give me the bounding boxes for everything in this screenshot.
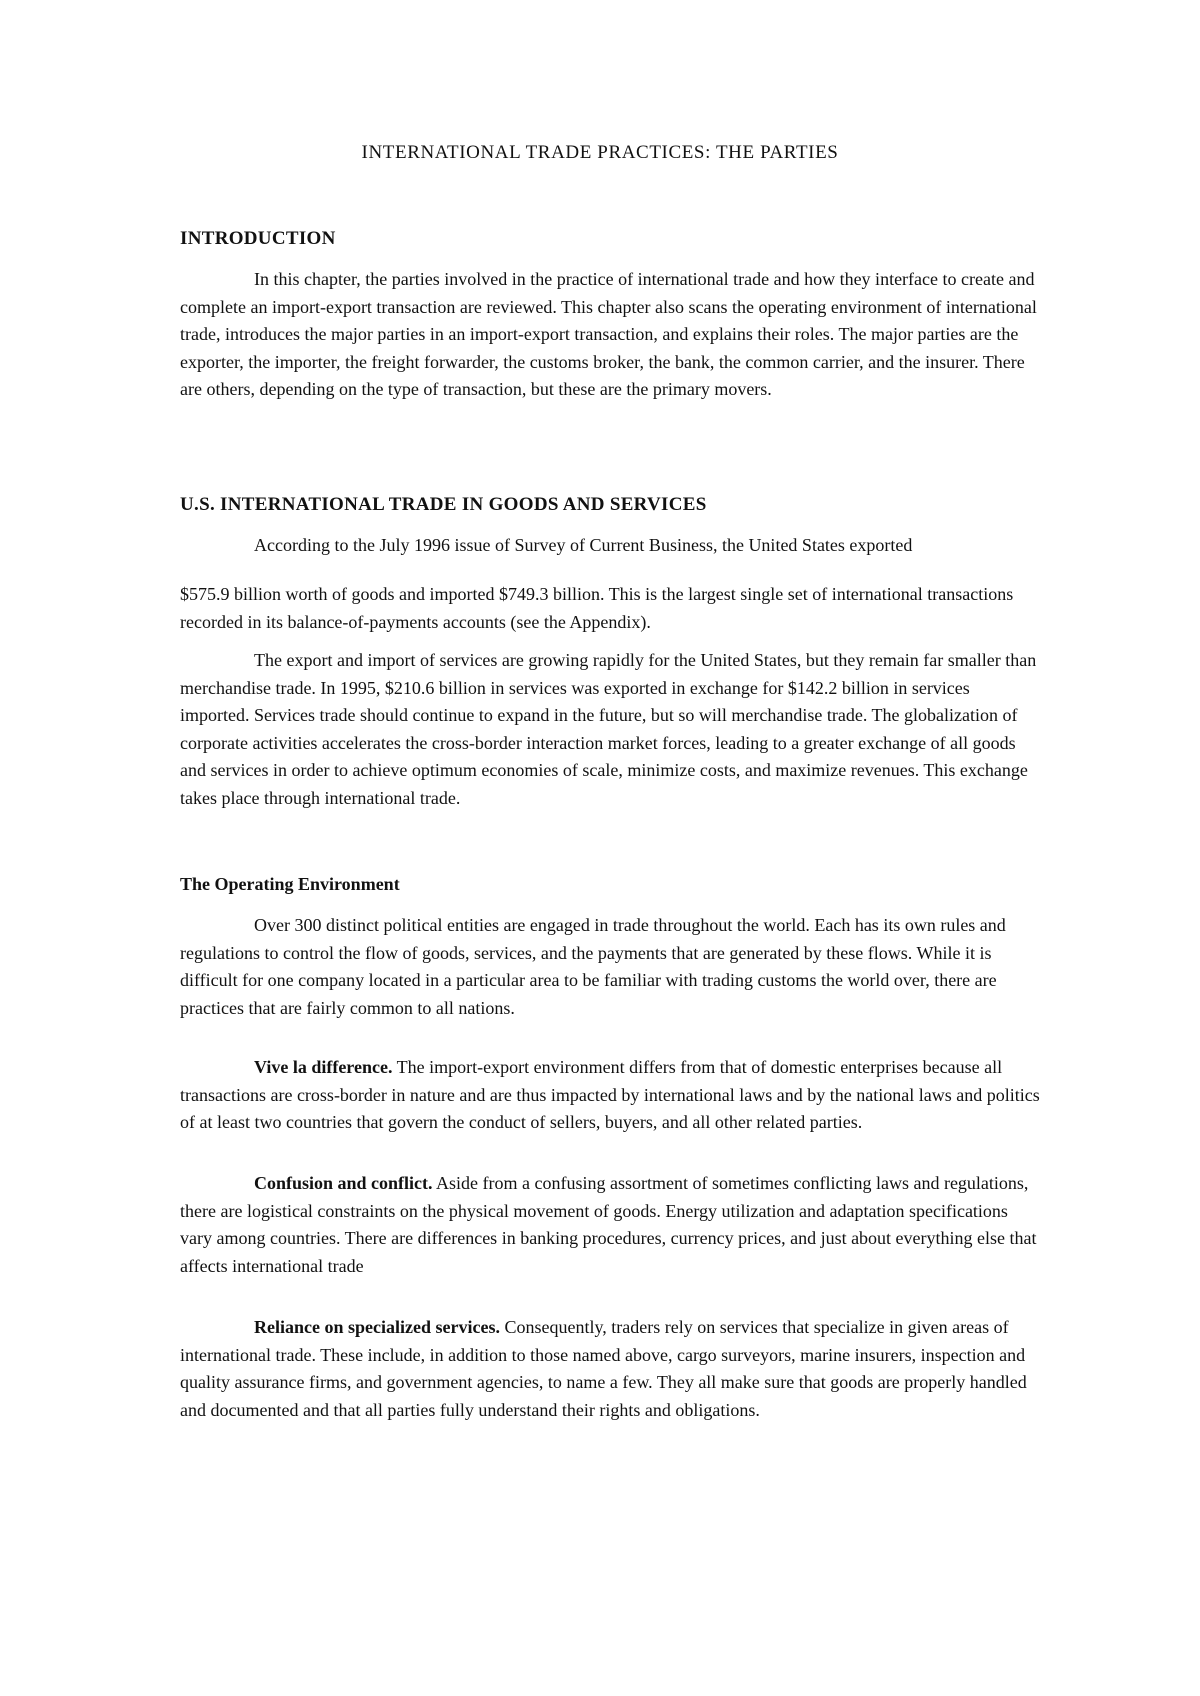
introduction-paragraph: In this chapter, the parties involved in the practice of international trade and how they interface to create and complete an import-export transaction are reviewed. This chapter also scans the operating environment of international trade, introduces the major parties in an import-export transaction, and explains their roles. The major parties are the exporter, the importer, the freight forwarder, the customs broker, the bank, the common carrier, and the insurer. There are others, depending on the type of transaction, but these are the primary movers. <box>180 269 1037 399</box>
us-trade-paragraph-1-rest: $575.9 billion worth of goods and imported $749.3 billion. This is the largest single set of international transactions recorded in its balance-of-payments accounts (see the Appendix). <box>180 584 1014 632</box>
us-trade-heading: U.S. INTERNATIONAL TRADE IN GOODS AND SERVICES <box>180 494 707 515</box>
document-title: INTERNATIONAL TRADE PRACTICES: THE PARTIES <box>361 142 839 163</box>
introduction-heading: INTRODUCTION <box>180 228 336 249</box>
us-trade-paragraph-2: The export and import of services are growing rapidly for the United States, but they remain far smaller than merchandise trade. In 1995, $210.6 billion in services was exported in exchange for $142.2 billion in services imported. Services trade should continue to expand in the future, but so will merchandise trade. The globalization of corporate activities accelerates the cross-border interaction market forces, leading to a greater exchange of all goods and services in order to achieve optimum economies of scale, minimize costs, and maximize revenues. This exchange takes place through international trade. <box>180 650 1037 808</box>
us-trade-paragraph-1-lead: According to the July 1996 issue of Survey of Current Business, the United States exported <box>254 535 913 555</box>
reliance-on-services-lead: Reliance on specialized services. <box>254 1317 500 1337</box>
operating-environment-paragraph: Over 300 distinct political entities are engaged in trade throughout the world. Each has its own rules and regulations to control the flow of goods, services, and the payments that are generated by these flows. While it is difficult for one company located in a particular area to be familiar with trading customs the world over, there are practices that are fairly common to all nations. <box>180 915 1006 1018</box>
operating-environment-heading: The Operating Environment <box>180 874 400 894</box>
vive-la-difference-paragraph <box>180 1054 1042 1137</box>
reliance-on-services-text: Consequently, traders rely on services that specialize in given areas of international trade. These include, in addition to those named above, cargo surveyors, marine insurers, inspection and quality assurance firms, and government agencies, to name a few. They all make sure that goods are properly handled and documented and that all parties fully understand their rights and obligations. <box>180 1317 1027 1420</box>
reliance-on-services-paragraph <box>180 1314 1042 1424</box>
confusion-and-conflict-paragraph <box>180 1170 1042 1280</box>
confusion-and-conflict-text: Aside from a confusing assortment of sometimes conflicting laws and regulations, there are logistical constraints on the physical movement of goods. Energy utilization and adaptation specifications vary among countries. There are differences in banking procedures, currency prices, and just about everything else that affects international trade <box>180 1173 1037 1276</box>
confusion-and-conflict-lead: Confusion and conflict. <box>254 1173 433 1193</box>
vive-la-difference-text: The import-export environment differs from that of domestic enterprises because all transactions are cross-border in nature and are thus impacted by international laws and by the national laws and politics of at least two countries that govern the conduct of sellers, buyers, and all other related parties. <box>180 1057 1040 1132</box>
vive-la-difference-lead: Vive la difference. <box>254 1057 393 1077</box>
